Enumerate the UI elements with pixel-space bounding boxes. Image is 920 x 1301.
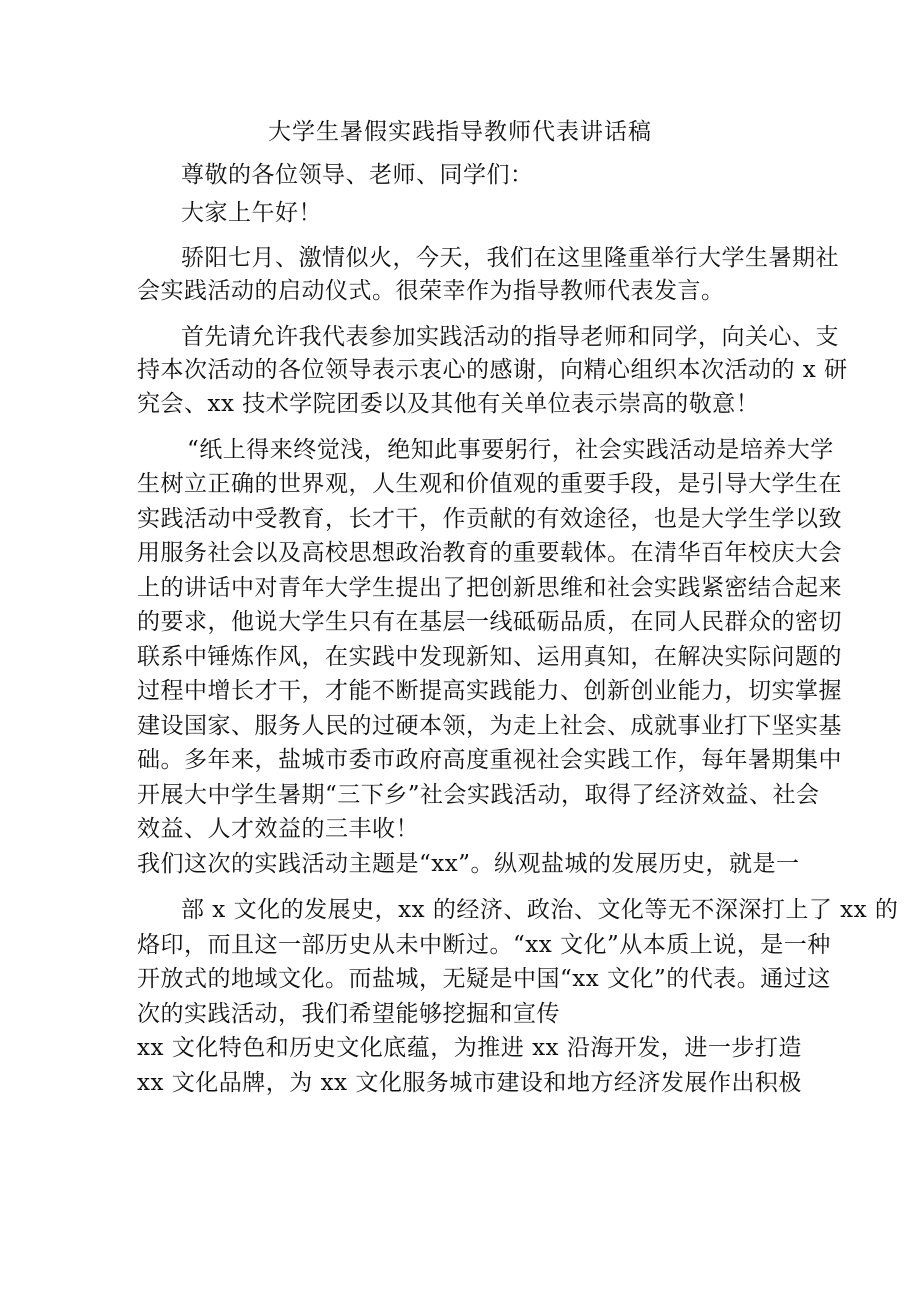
- paragraph-line: 的要求，他说大学生只有在基层一线砥砺品质，在同人民群众的密切: [137, 609, 842, 635]
- paragraph-line: xx 文化特色和历史文化底蕴，为推进 xx 沿海开发，进一步打造: [137, 1035, 802, 1061]
- paragraph-line: 我们这次的实践活动主题是“xx”。纵观盐城的发展历史，就是一: [137, 851, 800, 877]
- document-title: 大学生暑假实践指导教师代表讲话稿: [268, 119, 652, 145]
- paragraph-line: 次的实践活动，我们希望能够挖掘和宣传: [137, 1001, 560, 1027]
- paragraph-line: 生树立正确的世界观，人生观和价值观的重要手段，是引导大学生在: [137, 471, 842, 497]
- paragraph-line: 究会、xx 技术学院团委以及其他有关单位表示崇高的敬意！: [137, 391, 760, 417]
- paragraph-line: 上的讲话中对青年大学生提出了把创新思维和社会实践紧密结合起来: [137, 575, 842, 601]
- paragraph-line: 骄阳七月、激情似火，今天，我们在这里隆重举行大学生暑期社: [181, 245, 839, 271]
- paragraph-line: 过程中增长才干，才能不断提高实践能力、创新创业能力，切实掌握: [137, 678, 842, 704]
- paragraph-line: 开展大中学生暑期“三下乡”社会实践活动，取得了经济效益、社会: [137, 782, 820, 808]
- paragraph-line: 会实践活动的启动仪式。很荣幸作为指导教师代表发言。: [137, 278, 725, 304]
- paragraph-line: 联系中锤炼作风，在实践中发现新知、运用真知，在解决实际问题的: [137, 644, 842, 670]
- paragraph-line: 效益、人才效益的三丰收！: [137, 816, 419, 842]
- paragraph-line: xx 文化品牌，为 xx 文化服务城市建设和地方经济发展作出积极: [137, 1070, 802, 1096]
- paragraph-line: 建设国家、服务人民的过硬本领，为走上社会、成就事业打下坚实基: [137, 713, 842, 739]
- paragraph-line: 实践活动中受教育，长才干，作贡献的有效途径，也是大学生学以致: [137, 506, 842, 532]
- paragraph-line: “纸上得来终觉浅，绝知此事要躬行，社会实践活动是培养大学: [187, 437, 834, 463]
- salutation-line: 尊敬的各位领导、老师、同学们：: [181, 162, 534, 188]
- paragraph-line: 持本次活动的各位领导表示衷心的感谢，向精心组织本次活动的 x 研: [137, 357, 848, 383]
- paragraph-line: 用服务社会以及高校思想政治教育的重要载体。在清华百年校庆大会: [137, 540, 842, 566]
- greeting-line: 大家上午好！: [181, 200, 322, 226]
- paragraph-line: 部 x 文化的发展史，xx 的经济、政治、文化等无不深深打上了 xx 的: [181, 897, 899, 923]
- paragraph-line: 首先请允许我代表参加实践活动的指导老师和同学，向关心、支: [181, 324, 839, 350]
- paragraph-line: 烙印，而且这一部历史从未中断过。“xx 文化”从本质上说，是一种: [137, 932, 831, 958]
- paragraph-line: 开放式的地域文化。而盐城，无疑是中国“xx 文化”的代表。通过这: [137, 966, 831, 992]
- paragraph-line: 础。多年来，盐城市委市政府高度重视社会实践工作，每年暑期集中: [137, 747, 842, 773]
